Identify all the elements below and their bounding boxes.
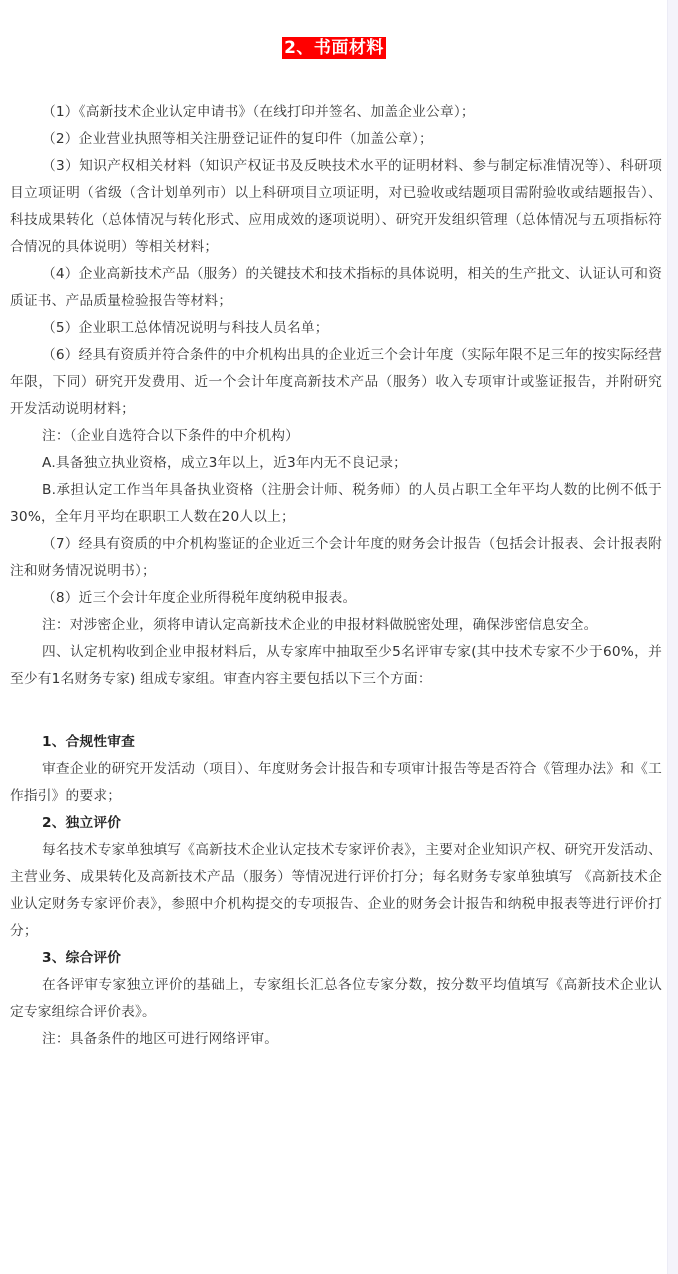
paragraph-condition-b: B.承担认定工作当年具备执业资格（注册会计师、税务师）的人员占职工全年平均人数的比例不低于30%，全年月平均在职职工人数在20人以上； <box>10 482 662 525</box>
article-body <box>10 99 662 1053</box>
section-heading-compliance: 1、合规性审查 <box>42 734 136 750</box>
paragraph-item-3: （3）知识产权相关材料（知识产权证书及反映技术水平的证明材料、参与制定标准情况等）、科研项目立项证明（省级（含计划单列市）以上科研项目立项证明，对已验收或结题项目需附验收或结题报告）、科技成果转化（总体情况与转化形式、应用成效的逐项说明）、研究开发组织管理（总体情况与五项指标符合情况的具体说明）等相关材料； <box>10 158 662 255</box>
title-wrap <box>0 37 668 59</box>
spacer <box>10 693 662 729</box>
section-heading-independent: 2、独立评价 <box>42 815 122 831</box>
paragraph-note-classified: 注：对涉密企业，须将申请认定高新技术企业的申报材料做脱密处理，确保涉密信息安全。 <box>42 617 598 633</box>
paragraph-item-5: （5）企业职工总体情况说明与科技人员名单； <box>42 320 329 336</box>
paragraph-condition-a: A.具备独立执业资格，成立3年以上，近3年内无不良记录； <box>42 455 407 471</box>
paragraph-item-6: （6）经具有资质并符合条件的中介机构出具的企业近三个会计年度（实际年限不足三年的按实际经营年限，下同）研究开发费用、近一个会计年度高新技术产品（服务）收入专项审计或鉴证报告，并附研究开发活动说明材料； <box>10 347 662 417</box>
section-heading-comprehensive: 3、综合评价 <box>42 950 122 966</box>
paragraph-item-8: （8）近三个会计年度企业所得税年度纳税申报表。 <box>42 590 357 606</box>
footer-note: 注：具备条件的地区可进行网络评审。 <box>42 1031 279 1047</box>
section-title: 2、书面材料 <box>284 38 384 58</box>
paragraph-note-intermediary: 注：（企业自选符合以下条件的中介机构） <box>42 428 300 444</box>
section-text-comprehensive: 在各评审专家独立评价的基础上，专家组长汇总各位专家分数，按分数平均值填写《高新技术企业认定专家组综合评价表》。 <box>10 977 662 1020</box>
section-text-independent: 每名技术专家单独填写《高新技术企业认定技术专家评价表》，主要对企业知识产权、研究开发活动、主营业务、成果转化及高新技术产品（服务）等情况进行评价打分；每名财务专家单独填写 《高新技术企业认定财务专家评价表》，参照中介机构提交的专项报告、企业的财务会计报告和纳税申报表等进行评价打分； <box>10 842 662 939</box>
paragraph-item-1: （1）《高新技术企业认定申请书》（在线打印并签名、加盖企业公章）； <box>42 104 475 120</box>
paragraph-item-7: （7）经具有资质的中介机构鉴证的企业近三个会计年度的财务会计报告（包括会计报表、会计报表附注和财务情况说明书）； <box>10 536 662 579</box>
paragraph-item-2: （2）企业营业执照等相关注册登记证件的复印件（加盖公章）； <box>42 131 433 147</box>
section-text-compliance: 审查企业的研究开发活动（项目）、年度财务会计报告和专项审计报告等是否符合《管理办法》和《工作指引》的要求； <box>10 761 662 804</box>
paragraph-item-4: （4）企业高新技术产品（服务）的关键技术和技术指标的具体说明，相关的生产批文、认证认可和资质证书、产品质量检验报告等材料； <box>10 266 662 309</box>
paragraph-review-intro: 四、认定机构收到企业申报材料后，从专家库中抽取至少5名评审专家(其中技术专家不少于60%，并至少有1名财务专家) 组成专家组。审查内容主要包括以下三个方面： <box>10 644 662 687</box>
